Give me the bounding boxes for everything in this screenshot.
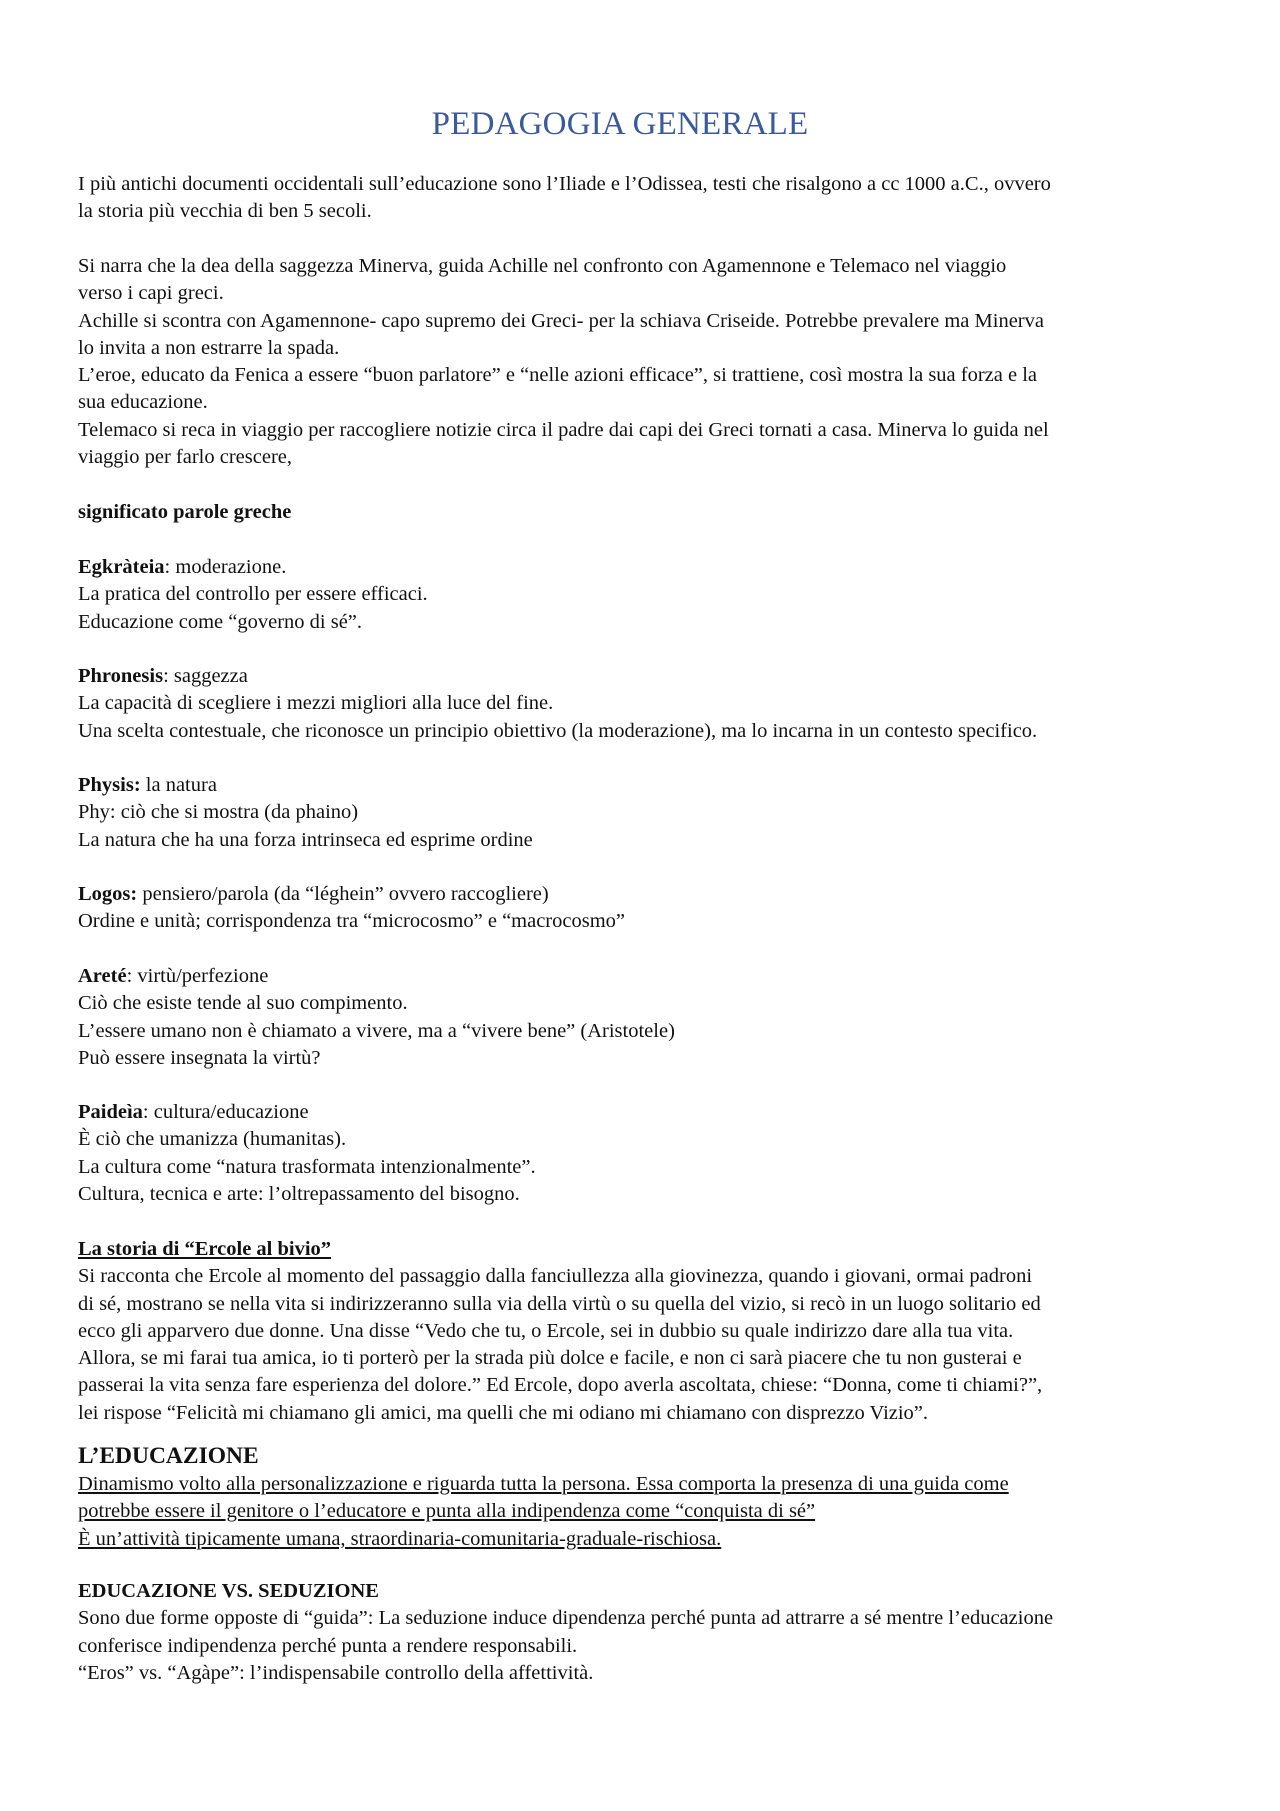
term-name: Phronesis [78,665,164,687]
text-line: Una scelta contestuale, che riconosce un principio obiettivo (la moderazione), ma lo incarna in un contesto specifico. [78,719,1038,742]
text-line: Phy: ciò che si mostra (da phaino) [78,801,359,824]
text-line: È ciò che umanizza (humanitas). [78,1128,347,1151]
text-line: sua educazione. [78,391,208,414]
text-line: di sé, mostrano se nella vita si indirizzeranno sulla via della virtù o su quella del vizio, si recò in un luogo solitario ed [78,1292,1041,1315]
text-line: La capacità di scegliere i mezzi migliori alla luce del fine. [78,692,554,715]
minerva-paragraph [78,253,1218,471]
text-line: Ordine e unità; corrispondenza tra “microcosmo” e “macrocosmo” [78,910,626,933]
term-definition: pensiero/parola (da “léghein” ovvero raccogliere) [137,883,549,905]
text-line: Achille si scontra con Agamennone- capo supremo dei Greci- per la schiava Criseide. Potrebbe prevalere ma Minerva [78,309,1044,332]
ercole-section [78,1236,1218,1427]
text-line: viaggio per farlo crescere, [78,446,292,469]
term-name: Physis: [78,774,141,796]
text-line: “Eros” vs. “Agàpe”: l’indispensabile controllo della affettività. [78,1661,594,1684]
text-line: La cultura come “natura trasformata intenzionalmente”. [78,1155,536,1178]
greek-words-heading [78,499,1218,526]
text-line: I più antichi documenti occidentali sull’educazione sono l’Iliade e l’Odissea, testi che risalgono a cc 1000 a.C., ovvero [78,173,1051,195]
section-heading: L’EDUCAZIONE [78,1443,259,1469]
text-line: Si racconta che Ercole al momento del passaggio dalla fanciullezza alla giovinezza, quando i giovani, ormai padroni [78,1265,1033,1288]
text-line: Sono due forme opposte di “guida”: La seduzione induce dipendenza perché punta ad attrarre a sé mentre l’educazione [78,1607,1054,1630]
text-line: ecco gli apparvero due donne. Una disse “Vedo che tu, o Ercole, sei in dubbio su quale indirizzo dare alla tua vita. [78,1319,1014,1342]
term-name: Paideìa [78,1101,143,1123]
text-line: Può essere insegnata la virtù? [78,1046,321,1069]
text-line: Educazione come “governo di sé”. [78,610,363,633]
term-logos [78,881,1218,936]
text-line: verso i capi greci. [78,282,224,305]
section-heading: EDUCAZIONE VS. SEDUZIONE [78,1580,379,1602]
term-definition: : virtù/perfezione [126,965,269,987]
text-line: La natura che ha una forza intrinseca ed esprime ordine [78,828,533,851]
term-phronesis [78,663,1218,745]
text-line: la storia più vecchia di ben 5 secoli. [78,200,372,223]
text-line: L’essere umano non è chiamato a vivere, ma a “vivere bene” (Aristotele) [78,1019,675,1042]
text-line: lei rispose “Felicità mi chiamano gli amici, ma quelli che mi odiano mi chiamano con disprezzo Vizio”. [78,1401,929,1424]
term-paideia [78,1099,1218,1208]
term-definition: : saggezza [163,665,248,687]
term-arete [78,963,1218,1072]
text-line: Dinamismo volto alla personalizzazione e riguarda tutta la persona. Essa comporta la presenza di una guida come [78,1473,1009,1495]
term-definition: la natura [140,774,217,796]
text-line: conferisce indipendenza perché punta a rendere responsabili. [78,1634,578,1657]
text-line: lo invita a non estrarre la spada. [78,336,340,359]
text-line: potrebbe essere il genitore o l’educatore e punta alla indipendenza come “conquista di sé” [78,1500,816,1523]
text-line: Telemaco si reca in viaggio per raccogliere notizie circa il padre dai capi dei Greci tornati a casa. Minerva lo guida nel [78,418,1049,441]
seduzione-section [78,1578,1218,1687]
term-egkrateia [78,554,1218,636]
text-line: L’eroe, educato da Fenica a essere “buon parlatore” e “nelle azioni efficace”, si trattiene, così mostra la sua forza e la [78,364,1038,387]
text-line: Ciò che esiste tende al suo compimento. [78,992,408,1015]
text-line: Si narra che la dea della saggezza Minerva, guida Achille nel confronto con Agamennone e Telemaco nel viaggio [78,255,1007,277]
term-physis [78,772,1218,854]
section-heading: La storia di “Ercole al bivio” [78,1238,332,1260]
intro-paragraph [78,171,1218,226]
term-definition: : moderazione. [164,556,287,578]
text-line: È un’attività tipicamente umana, straordinaria-comunitaria-graduale-rischiosa. [78,1527,722,1550]
term-definition: : cultura/educazione [142,1101,309,1123]
text-line: Cultura, tecnica e arte: l’oltrepassamento del bisogno. [78,1182,520,1205]
term-name: Areté [78,965,127,987]
text-line: passerai la vita senza fare esperienza del dolore.” Ed Ercole, dopo averla ascoltata, chiese: “Donna, come ti chiami?”, [78,1374,1043,1397]
educazione-section [78,1442,1218,1553]
term-name: Logos: [78,883,138,905]
text-line: Allora, se mi farai tua amica, io ti porterò per la strada più dolce e facile, e non ci sarà piacere che tu non gusterai e [78,1347,1022,1370]
section-heading: significato parole greche [78,501,292,523]
page-title: PEDAGOGIA GENERALE [431,106,809,142]
text-line: La pratica del controllo per essere efficaci. [78,583,428,606]
term-name: Egkràteia [78,556,165,578]
